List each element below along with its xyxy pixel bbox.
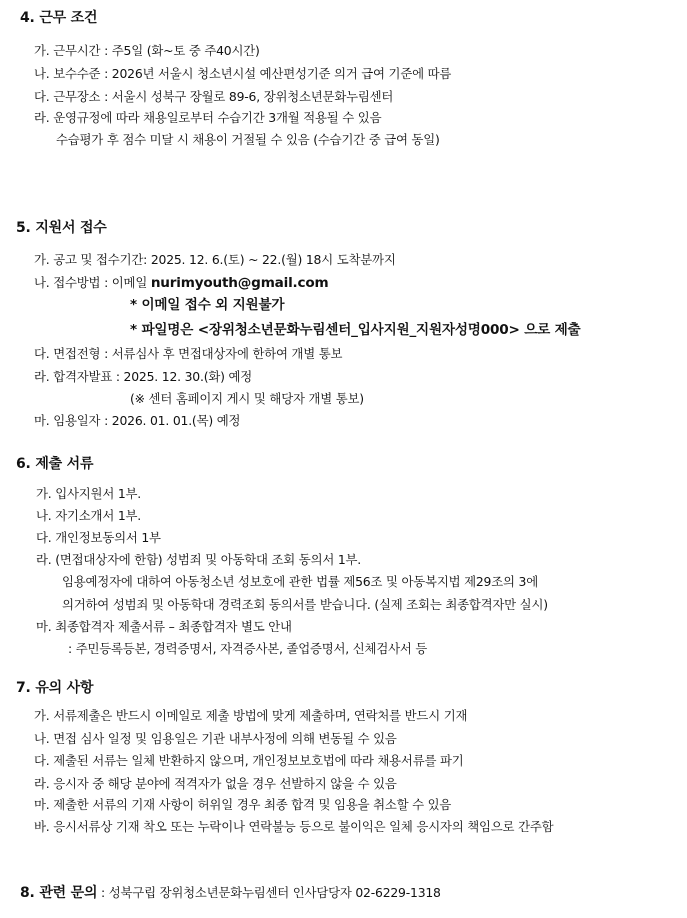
notice-1: 가. 서류제출은 반드시 이메일로 제출 방법에 맞게 제출하며, 연락처를 반드시 기재 — [34, 708, 468, 723]
doc-self-introduction: 나. 자기소개서 1부. — [36, 508, 142, 523]
salary-level: 나. 보수수준 : 2026년 서울시 청소년시설 예산편성기준 의거 급여 기준에 따름 — [34, 66, 452, 81]
section-6-title: 6. 제출 서류 — [16, 456, 94, 472]
section-7-title: 7. 유의 사항 — [16, 680, 94, 696]
section-8-title: 8. 관련 문의 — [20, 885, 98, 901]
background-check-note-2: 의거하여 성범죄 및 아동학대 경력조회 동의서를 받습니다. (실제 조회는 최종합격자만 실시) — [62, 597, 548, 612]
doc-application-form: 가. 입사지원서 1부. — [36, 486, 142, 501]
probation-period: 라. 운영규정에 따라 채용일로부터 수습기간 3개월 적용될 수 있음 — [34, 110, 382, 125]
final-docs-list: : 주민등록등본, 경력증명서, 자격증사본, 졸업증명서, 신체검사서 등 — [68, 641, 428, 656]
email-only-note: * 이메일 접수 외 지원불가 — [130, 297, 285, 313]
contact-info — [20, 885, 441, 901]
doc-background-check: 라. (면접대상자에 한함) 성범죄 및 아동학대 조회 동의서 1부. — [36, 552, 362, 567]
final-docs: 마. 최종합격자 제출서류 – 최종합격자 별도 안내 — [36, 619, 292, 634]
appointment-date: 마. 임용일자 : 2026. 01. 01.(목) 예정 — [34, 413, 241, 428]
contact-details: : 성북구립 장위청소년문화누림센터 인사담당자 02-6229-1318 — [97, 885, 441, 900]
work-location: 다. 근무장소 : 서울시 성북구 장월로 89-6, 장위청소년문화누림센터 — [34, 89, 394, 104]
background-check-note-1: 임용예정자에 대하여 아동청소년 성보호에 관한 법률 제56조 및 아동복지법 제29조의 3에 — [62, 574, 538, 589]
work-hours: 가. 근무시간 : 주5일 (화~토 중 주40시간) — [34, 43, 260, 58]
notice-3: 다. 제출된 서류는 일체 반환하지 않으며, 개인정보보호법에 따라 채용서류를 파기 — [34, 753, 464, 768]
application-method — [34, 275, 328, 291]
result-announcement: 라. 합격자발표 : 2025. 12. 30.(화) 예정 — [34, 369, 253, 384]
application-period: 가. 공고 및 접수기간: 2025. 12. 6.(토) ~ 22.(월) 18시 도착분까지 — [34, 252, 396, 267]
notice-6: 바. 응시서류상 기재 착오 또는 누락이나 연락불능 등으로 불이익은 일체 응시자의 책임으로 간주함 — [34, 819, 554, 834]
section-5-title: 5. 지원서 접수 — [16, 220, 107, 236]
notice-2: 나. 면접 심사 일정 및 임용일은 기관 내부사정에 의해 변동될 수 있음 — [34, 731, 397, 746]
contact-email: nurimyouth@gmail.com — [150, 275, 329, 291]
filename-note: * 파일명은 <장위청소년문화누림센터_입사지원_지원자성명000> 으로 제출 — [130, 322, 581, 338]
section-4-title: 4. 근무 조건 — [20, 10, 98, 26]
announcement-note: (※ 센터 홈페이지 게시 및 해당자 개별 통보) — [130, 391, 364, 406]
doc-privacy-consent: 다. 개인정보동의서 1부 — [36, 530, 161, 545]
notice-4: 라. 응시자 중 해당 분야에 적격자가 없을 경우 선발하지 않을 수 있음 — [34, 776, 397, 791]
probation-note: 수습평가 후 점수 미달 시 채용이 거절될 수 있음 (수습기간 중 급여 동일) — [56, 132, 440, 147]
notice-5: 마. 제출한 서류의 기재 사항이 허위일 경우 최종 합격 및 임용을 취소할 수 있음 — [34, 797, 452, 812]
interview-process: 다. 면접전형 : 서류심사 후 면접대상자에 한하여 개별 통보 — [34, 346, 343, 361]
application-method-label: 나. 접수방법 : 이메일 — [34, 275, 151, 290]
